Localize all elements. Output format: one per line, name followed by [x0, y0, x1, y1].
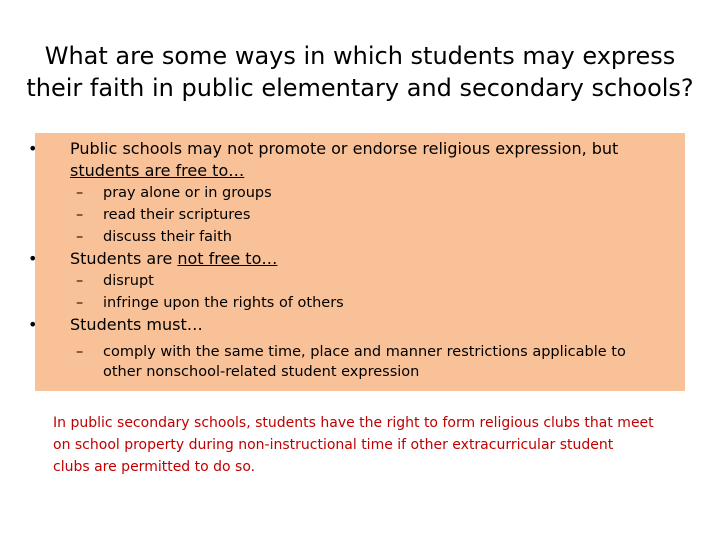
title-line-1: What are some ways in which students may express	[44, 42, 676, 70]
bullet-1-line-1: Public schools may not promote or endorse religious expression, but	[70, 139, 619, 158]
bullet-item-3	[22, 314, 692, 336]
sub-item-text: read their scriptures	[103, 207, 251, 223]
bullet-2-underlined: not free to…	[177, 249, 278, 268]
dash-icon: –	[76, 344, 84, 360]
sub-item-line-1: comply with the same time, place and manner restrictions applicable to	[103, 344, 626, 360]
slide-title	[20, 40, 700, 104]
bullet-list	[22, 138, 692, 382]
sub-item	[22, 182, 692, 204]
sub-item-line-2: other nonschool-related student expression	[103, 364, 420, 380]
dash-icon: –	[76, 207, 84, 223]
bullet-item-1	[22, 138, 692, 182]
sub-item	[22, 292, 692, 314]
sub-item	[22, 342, 692, 382]
bullet-icon: •	[28, 249, 38, 268]
sub-item-text: infringe upon the rights of others	[103, 295, 344, 311]
dash-icon: –	[76, 295, 84, 311]
bullet-icon: •	[28, 139, 38, 158]
bullet-3-text: Students must…	[70, 315, 203, 334]
note-line-2: on school property during non-instructional time if other extracurricular student	[53, 437, 614, 453]
sub-item	[22, 226, 692, 248]
clubs-note	[53, 412, 693, 478]
bullet-2-prefix: Students are	[70, 249, 178, 268]
dash-icon: –	[76, 185, 84, 201]
bullet-icon: •	[28, 315, 38, 334]
sub-item	[22, 270, 692, 292]
dash-icon: –	[76, 273, 84, 289]
bullet-1-line-2: students are free to…	[70, 161, 245, 180]
dash-icon: –	[76, 229, 84, 245]
title-line-2: their faith in public elementary and secondary schools?	[26, 74, 694, 102]
sub-item	[22, 204, 692, 226]
note-line-3: clubs are permitted to do so.	[53, 459, 256, 475]
sub-item-text: disrupt	[103, 273, 154, 289]
sub-item-text: discuss their faith	[103, 229, 232, 245]
bullet-item-2	[22, 248, 692, 270]
note-line-1: In public secondary schools, students have the right to form religious clubs that meet	[53, 415, 654, 431]
sub-item-text: pray alone or in groups	[103, 185, 272, 201]
